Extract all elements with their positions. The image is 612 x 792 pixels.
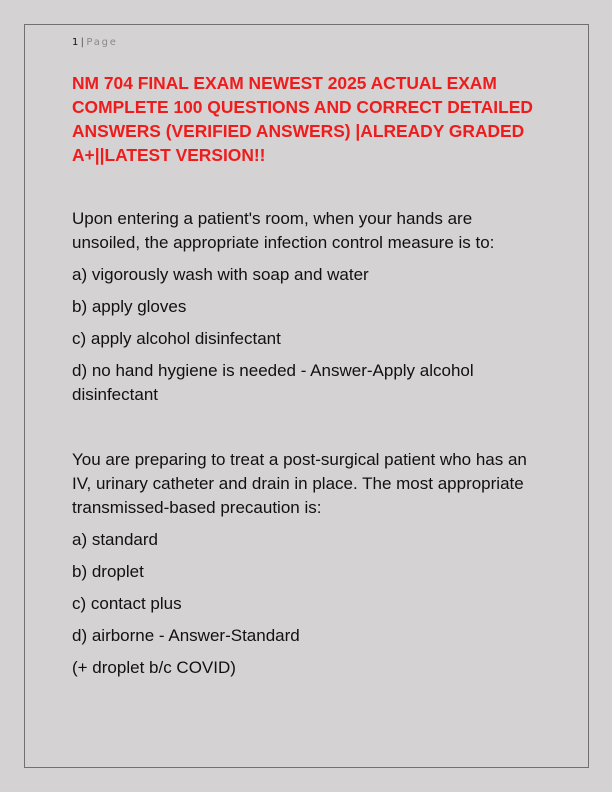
document-title: NM 704 FINAL EXAM NEWEST 2025 ACTUAL EXAM COMPLETE 100 QUESTIONS AND CORRECT DETAILED ANSWERS (VERIFIED ANSWERS) |ALREADY GRADED A+||LATEST VERSION!! (72, 73, 533, 165)
page-number-header (72, 37, 118, 48)
page-label: Page (86, 37, 118, 48)
option-a: a) standard (72, 530, 158, 549)
answer-options (72, 528, 542, 648)
answer-options (72, 263, 542, 407)
option-d-with-answer: d) no hand hygiene is needed - Answer-Apply alcohol disinfectant (72, 361, 474, 404)
page-number: 1 (72, 37, 79, 48)
option-b: b) droplet (72, 562, 144, 581)
option-b: b) apply gloves (72, 297, 187, 316)
question-2 (72, 448, 542, 680)
question-stem: Upon entering a patient's room, when your hands are unsoiled, the appropriate infection control measure is to: (72, 209, 495, 252)
answer-note: (+ droplet b/c COVID) (72, 658, 236, 677)
question-1 (72, 207, 542, 407)
option-a: a) vigorously wash with soap and water (72, 265, 369, 284)
option-c: c) apply alcohol disinfectant (72, 329, 281, 348)
page-number-separator: | (80, 37, 85, 48)
question-stem: You are preparing to treat a post-surgical patient who has an IV, urinary catheter and drain in place. The most appropriate transmissed-based precaution is: (72, 450, 527, 517)
option-d-with-answer: d) airborne - Answer-Standard (72, 626, 300, 645)
option-c: c) contact plus (72, 594, 182, 613)
